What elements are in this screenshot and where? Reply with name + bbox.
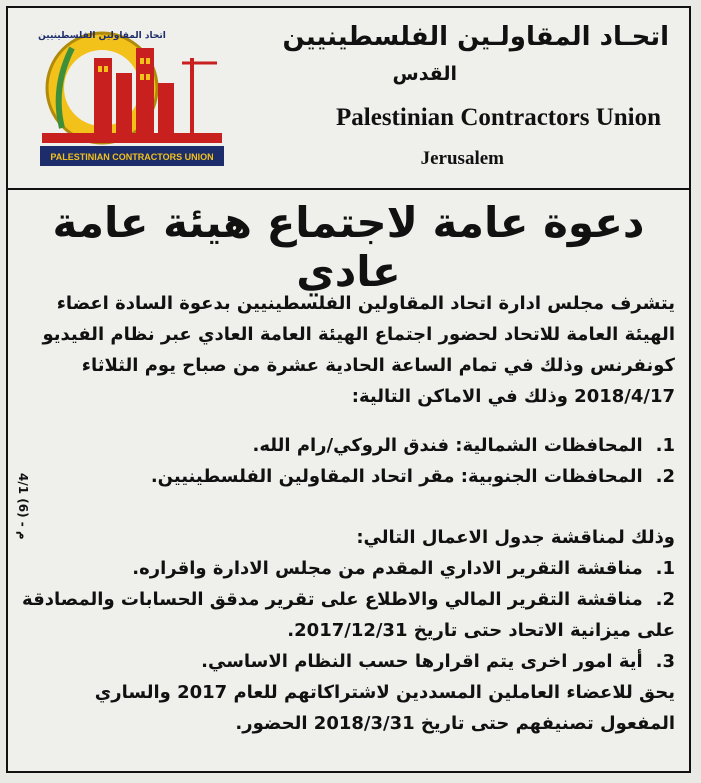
union-name-english: Palestinian Contractors Union [336, 104, 661, 131]
agenda-item [32, 646, 675, 677]
locations-list [32, 430, 675, 492]
notice-headline: دعوة عامة لاجتماع هيئة عامة عادي [52, 198, 645, 296]
closing-line: يحق للاعضاء العاملين المسددين لاشتراكاتهم للعام 2017 والساري [94, 682, 675, 703]
intro-line: الهيئة العامة للاتحاد لحضور اجتماع الهيئة العامة العادي عبر نظام الفيديو [42, 324, 675, 345]
location-item [32, 430, 675, 461]
letterhead [8, 8, 689, 190]
list-number: 3. [655, 651, 675, 672]
closing-line: المفعول تصنيفهم حتى تاريخ 2018/3/31 الحضور. [235, 713, 675, 734]
agenda-item [22, 584, 675, 615]
logo-caption-ar: اتحاد المقاولين الفلسطينيين [38, 31, 166, 41]
agenda-text: مناقشة التقرير المالي والاطلاع على تقرير مدقق الحسابات والمصادقة [22, 589, 643, 610]
list-number: 2. [655, 589, 675, 610]
logo-caption-en: PALESTINIAN CONTRACTORS UNION [50, 152, 214, 162]
agenda-text: مناقشة التقرير الاداري المقدم من مجلس الادارة واقراره. [132, 558, 643, 579]
union-logo [32, 18, 232, 170]
location-text: المحافظات الجنوبية: مقر اتحاد المقاولين الفلسطينيين. [150, 466, 643, 487]
closing-paragraph [32, 677, 675, 739]
header-divider [8, 188, 689, 190]
agenda-lead: وذلك لمناقشة جدول الاعمال التالي: [356, 527, 675, 548]
agenda-list [22, 553, 675, 677]
intro-line: يتشرف مجلس ادارة اتحاد المقاولين الفلسطينيين بدعوة السادة اعضاء [56, 293, 675, 314]
intro-line: كونفرنس وذلك في تمام الساعة الحادية عشرة من صباح يوم الثلاثاء [81, 355, 675, 376]
intro-line: 2018/4/17 وذلك في الاماكن التالية: [351, 386, 675, 407]
city-english: Jerusalem [420, 148, 504, 169]
list-number: 1. [655, 558, 675, 579]
city-arabic: القدس [392, 63, 457, 85]
notice-frame [6, 6, 691, 773]
location-text: المحافظات الشمالية: فندق الروكي/رام الله. [252, 435, 643, 456]
list-number: 1. [655, 435, 675, 456]
agenda-text: أية امور اخرى يتم اقرارها حسب النظام الاساسي. [201, 651, 643, 672]
intro-paragraph [32, 288, 675, 412]
agenda-item-continuation [32, 615, 675, 646]
agenda-text: على ميزانية الاتحاد حتى تاريخ 2017/12/31. [287, 620, 675, 641]
publication-code: 4/1 (6) - م [16, 473, 30, 540]
agenda-item [32, 553, 675, 584]
union-name-arabic: اتحـاد المقاولـين الفلسطينيين [282, 22, 669, 52]
list-number: 2. [655, 466, 675, 487]
location-item [32, 461, 675, 492]
